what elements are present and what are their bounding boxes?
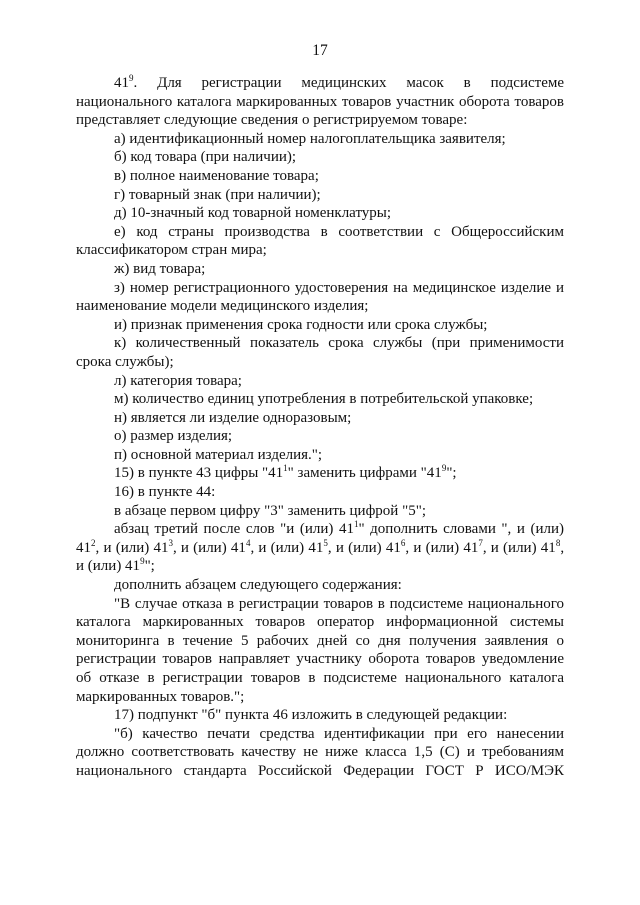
paragraph: в абзаце первом цифру "3" заменить цифрой "5"; (114, 502, 426, 519)
page-number: 17 (312, 42, 328, 59)
paragraph: е) код страны производства в соответствии с Общероссийским классификатором стран мира; (76, 223, 564, 259)
paragraph: н) является ли изделие одноразовым; (114, 409, 352, 426)
paragraph: д) 10-значный код товарной номенклатуры; (114, 205, 392, 222)
paragraph: 16) в пункте 44: (114, 484, 216, 501)
paragraph: ж) вид товара; (114, 260, 206, 277)
paragraph: л) категория товара; (114, 372, 242, 389)
paragraph: абзац третий после слов "и (или) $41^1$" дополнить словами ", и (или) $41^2$, и (или) $41^3$, и (или) $41^4$, и (или) $41^5$, и (или) $41^6$, и (или) $41^7$, и (или) $41^8$, и (или) $41^9$"; (76, 519, 565, 575)
paragraph: $41^9$. Для регистрации медицинских масок в подсистеме национального каталога маркированных товаров участник оборота товаров представляет следующие сведения о регистрируемом товаре: (76, 73, 564, 129)
paragraph: п) основной материал изделия."; (114, 446, 323, 463)
paragraph: з) номер регистрационного удостоверения на медицинское изделие и наименование модели медицинского изделия; (76, 279, 564, 315)
document-body (76, 74, 564, 781)
paragraph: б) код товара (при наличии); (114, 149, 297, 166)
paragraph: дополнить абзацем следующего содержания: (114, 577, 402, 594)
paragraph: м) количество единиц употребления в потребительской упаковке; (114, 391, 534, 408)
paragraph: г) товарный знак (при наличии); (114, 186, 321, 203)
paragraph: а) идентификационный номер налогоплательщика заявителя; (114, 130, 506, 147)
paragraph: "В случае отказа в регистрации товаров в подсистеме национального каталога маркированных товаров оператор информационной системы мониторинга в течение 5 рабочих дней со дня получения заявления о регистрации товаров направляет участнику оборота товаров уведомление об отказе в регистрации товаров в подсистеме национального каталога маркированных товаров."; (76, 595, 564, 705)
paragraph: 17) подпункт "б" пункта 46 изложить в следующей редакции: (114, 707, 508, 724)
paragraph: к) количественный показатель срока службы (при применимости срока службы); (76, 335, 564, 370)
paragraph: "б) качество печати средства идентификации при его нанесении должно соответствовать качеству не ниже класса 1,5 (C) и требованиям национального стандарта Российской Федерации ГОСТ Р ИСО/МЭК (76, 725, 564, 779)
paragraph: 15) в пункте 43 цифры "$41^1$" заменить цифрами "$41^9$"; (114, 463, 457, 482)
paragraph: и) признак применения срока годности или срока службы; (114, 316, 488, 333)
paragraph: в) полное наименование товара; (114, 167, 319, 184)
paragraph: о) размер изделия; (114, 428, 233, 445)
